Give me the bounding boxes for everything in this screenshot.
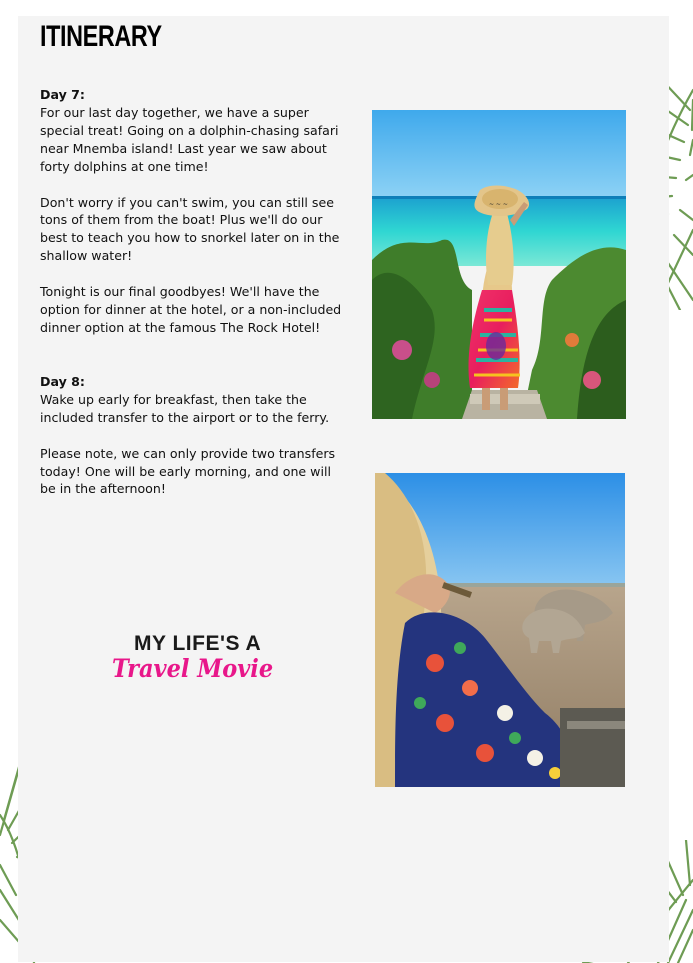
day7-paragraph-3: Tonight is our final goodbyes! We'll have the option for dinner at the hotel, or a non-included dinner option at the famous The Rock Hotel! [40,284,342,335]
day8-label: Day 8: [40,373,85,389]
day7-label: Day 7: [40,87,85,102]
logo-line-2: Travel Movie [112,654,274,683]
itinerary-text [40,86,350,498]
day7-paragraph-1: For our last day together, we have a super special treat! Going on a dolphin-chasing safari near Mnemba island! Last year we saw about forty dolphins at one time! [40,104,339,174]
page-title: ITINERARY [40,20,162,53]
brand-logo [112,632,272,694]
svg-text:~ ~ ~: ~ ~ ~ [489,201,508,208]
logo-line-1: MY LIFE'S A [134,632,262,655]
day8-paragraph-2: Please note, we can only provide two transfers today! One will be early morning, and one will be in the afternoon! [40,445,336,497]
day8-paragraph-1: Wake up early for breakfast, then take the included transfer to the airport or to the ferry. [40,391,330,425]
beach-overlook-photo [372,110,626,419]
rhino-safari-photo [375,473,625,787]
day7-paragraph-2: Don't worry if you can't swim, you can still see tons of them from the boat! Plus we'll do our best to teach you how to snorkel later on in the shallow water! [40,194,340,264]
